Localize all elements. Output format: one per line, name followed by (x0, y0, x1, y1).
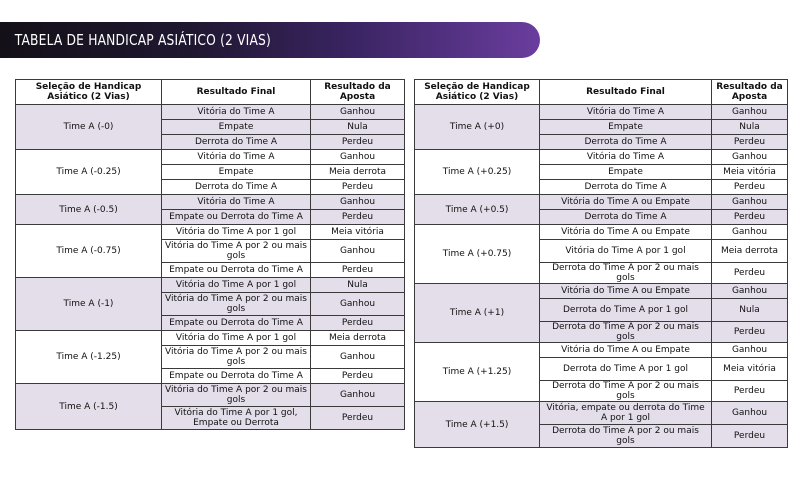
final-result-cell: Vitória do Time A (540, 150, 712, 165)
bet-result-cell: Nula (712, 120, 788, 135)
bet-result-cell: Perdeu (712, 263, 788, 284)
table-row (415, 195, 788, 210)
bet-result-cell: Ganhou (712, 105, 788, 120)
final-result-cell: Vitória do Time A (162, 195, 311, 210)
handicap-selection-cell: Time A (+0.75) (415, 225, 540, 284)
table-row (415, 284, 788, 299)
bet-result-cell: Ganhou (311, 195, 405, 210)
final-result-cell: Vitória do Time A por 1 gol (162, 225, 311, 240)
bet-result-cell: Perdeu (712, 322, 788, 343)
final-result-cell: Empate (540, 120, 712, 135)
bet-result-cell: Nula (311, 278, 405, 293)
final-result-cell: Empate ou Derrota do Time A (162, 210, 311, 225)
table-row (415, 402, 788, 425)
bet-result-cell: Perdeu (712, 180, 788, 195)
header-selection: Seleção de Handicap Asiático (2 Vias) (415, 80, 540, 105)
table-row (16, 225, 405, 240)
bet-result-cell: Ganhou (311, 105, 405, 120)
bet-result-cell: Ganhou (311, 384, 405, 407)
bet-result-cell: Perdeu (311, 210, 405, 225)
table-row (415, 343, 788, 358)
bet-result-cell: Ganhou (712, 150, 788, 165)
final-result-cell: Vitória, empate ou derrota do Time A por 1 gol (540, 402, 712, 425)
final-result-cell: Empate ou Derrota do Time A (162, 369, 311, 384)
bet-result-cell: Ganhou (311, 240, 405, 263)
bet-result-cell: Ganhou (712, 195, 788, 210)
bet-result-cell: Meia derrota (311, 331, 405, 346)
final-result-cell: Vitória do Time A por 2 ou mais gols (162, 346, 311, 369)
final-result-cell: Derrota do Time A por 2 ou mais gols (540, 425, 712, 448)
bet-result-cell: Perdeu (712, 381, 788, 402)
bet-result-cell: Ganhou (712, 225, 788, 240)
final-result-cell: Derrota do Time A (540, 180, 712, 195)
handicap-selection-cell: Time A (+1.5) (415, 402, 540, 448)
title-banner (0, 22, 540, 58)
final-result-cell: Empate (162, 120, 311, 135)
header-final-result: Resultado Final (540, 80, 712, 105)
final-result-cell: Vitória do Time A ou Empate (540, 343, 712, 358)
bet-result-cell: Perdeu (712, 425, 788, 448)
bet-result-cell: Perdeu (311, 369, 405, 384)
handicap-selection-cell: Time A (-0.75) (16, 225, 162, 278)
bet-result-cell: Nula (311, 120, 405, 135)
table-row (16, 384, 405, 407)
bet-result-cell: Nula (712, 299, 788, 322)
final-result-cell: Empate (162, 165, 311, 180)
table-row (16, 195, 405, 210)
table-row (16, 105, 405, 120)
header-bet-result: Resultado da Aposta (712, 80, 788, 105)
bet-result-cell: Ganhou (311, 346, 405, 369)
header-selection: Seleção de Handicap Asiático (2 Vias) (16, 80, 162, 105)
handicap-selection-cell: Time A (-1) (16, 278, 162, 331)
final-result-cell: Derrota do Time A por 1 gol (540, 299, 712, 322)
final-result-cell: Derrota do Time A (540, 135, 712, 150)
final-result-cell: Vitória do Time A por 1 gol (162, 331, 311, 346)
final-result-cell: Vitória do Time A (540, 105, 712, 120)
bet-result-cell: Ganhou (311, 293, 405, 316)
final-result-cell: Vitória do Time A ou Empate (540, 195, 712, 210)
bet-result-cell: Perdeu (311, 316, 405, 331)
handicap-selection-cell: Time A (-0.5) (16, 195, 162, 225)
bet-result-cell: Perdeu (712, 210, 788, 225)
table-header-row (16, 80, 405, 105)
table-header-row (415, 80, 788, 105)
header-final-result: Resultado Final (162, 80, 311, 105)
table-row (415, 150, 788, 165)
handicap-selection-cell: Time A (-1.5) (16, 384, 162, 430)
final-result-cell: Empate ou Derrota do Time A (162, 316, 311, 331)
handicap-table-negative (15, 79, 405, 430)
bet-result-cell: Ganhou (311, 150, 405, 165)
final-result-cell: Derrota do Time A por 2 ou mais gols (540, 263, 712, 284)
table-row (16, 278, 405, 293)
bet-result-cell: Meia vitória (712, 165, 788, 180)
bet-result-cell: Perdeu (311, 407, 405, 430)
final-result-cell: Vitória do Time A por 1 gol, Empate ou Derrota (162, 407, 311, 430)
handicap-selection-cell: Time A (+0) (415, 105, 540, 150)
bet-result-cell: Perdeu (712, 135, 788, 150)
handicap-selection-cell: Time A (-1.25) (16, 331, 162, 384)
bet-result-cell: Ganhou (712, 284, 788, 299)
header-bet-result: Resultado da Aposta (311, 80, 405, 105)
bet-result-cell: Meia vitória (311, 225, 405, 240)
table-row (415, 105, 788, 120)
final-result-cell: Vitória do Time A (162, 105, 311, 120)
table-row (415, 225, 788, 240)
final-result-cell: Vitória do Time A ou Empate (540, 284, 712, 299)
final-result-cell: Derrota do Time A por 2 ou mais gols (540, 322, 712, 343)
bet-result-cell: Meia vitória (712, 358, 788, 381)
table-row (16, 150, 405, 165)
final-result-cell: Vitória do Time A (162, 150, 311, 165)
final-result-cell: Empate (540, 165, 712, 180)
bet-result-cell: Meia derrota (712, 240, 788, 263)
handicap-selection-cell: Time A (-0) (16, 105, 162, 150)
bet-result-cell: Ganhou (712, 402, 788, 425)
final-result-cell: Derrota do Time A (162, 135, 311, 150)
page-title: TABELA DE HANDICAP ASIÁTICO (2 VIAS) (14, 31, 271, 49)
bet-result-cell: Meia derrota (311, 165, 405, 180)
final-result-cell: Derrota do Time A por 2 ou mais gols (540, 381, 712, 402)
bet-result-cell: Perdeu (311, 135, 405, 150)
final-result-cell: Vitória do Time A por 2 ou mais gols (162, 240, 311, 263)
handicap-selection-cell: Time A (+1) (415, 284, 540, 343)
final-result-cell: Vitória do Time A por 1 gol (540, 240, 712, 263)
handicap-selection-cell: Time A (-0.25) (16, 150, 162, 195)
handicap-selection-cell: Time A (+0.5) (415, 195, 540, 225)
final-result-cell: Derrota do Time A (162, 180, 311, 195)
handicap-selection-cell: Time A (+1.25) (415, 343, 540, 402)
final-result-cell: Vitória do Time A por 1 gol (162, 278, 311, 293)
handicap-table-positive (414, 79, 788, 448)
bet-result-cell: Ganhou (712, 343, 788, 358)
final-result-cell: Vitória do Time A ou Empate (540, 225, 712, 240)
bet-result-cell: Perdeu (311, 263, 405, 278)
final-result-cell: Empate ou Derrota do Time A (162, 263, 311, 278)
table-row (16, 331, 405, 346)
final-result-cell: Derrota do Time A (540, 210, 712, 225)
handicap-selection-cell: Time A (+0.25) (415, 150, 540, 195)
final-result-cell: Vitória do Time A por 2 ou mais gols (162, 384, 311, 407)
final-result-cell: Derrota do Time A por 1 gol (540, 358, 712, 381)
bet-result-cell: Perdeu (311, 180, 405, 195)
final-result-cell: Vitória do Time A por 2 ou mais gols (162, 293, 311, 316)
